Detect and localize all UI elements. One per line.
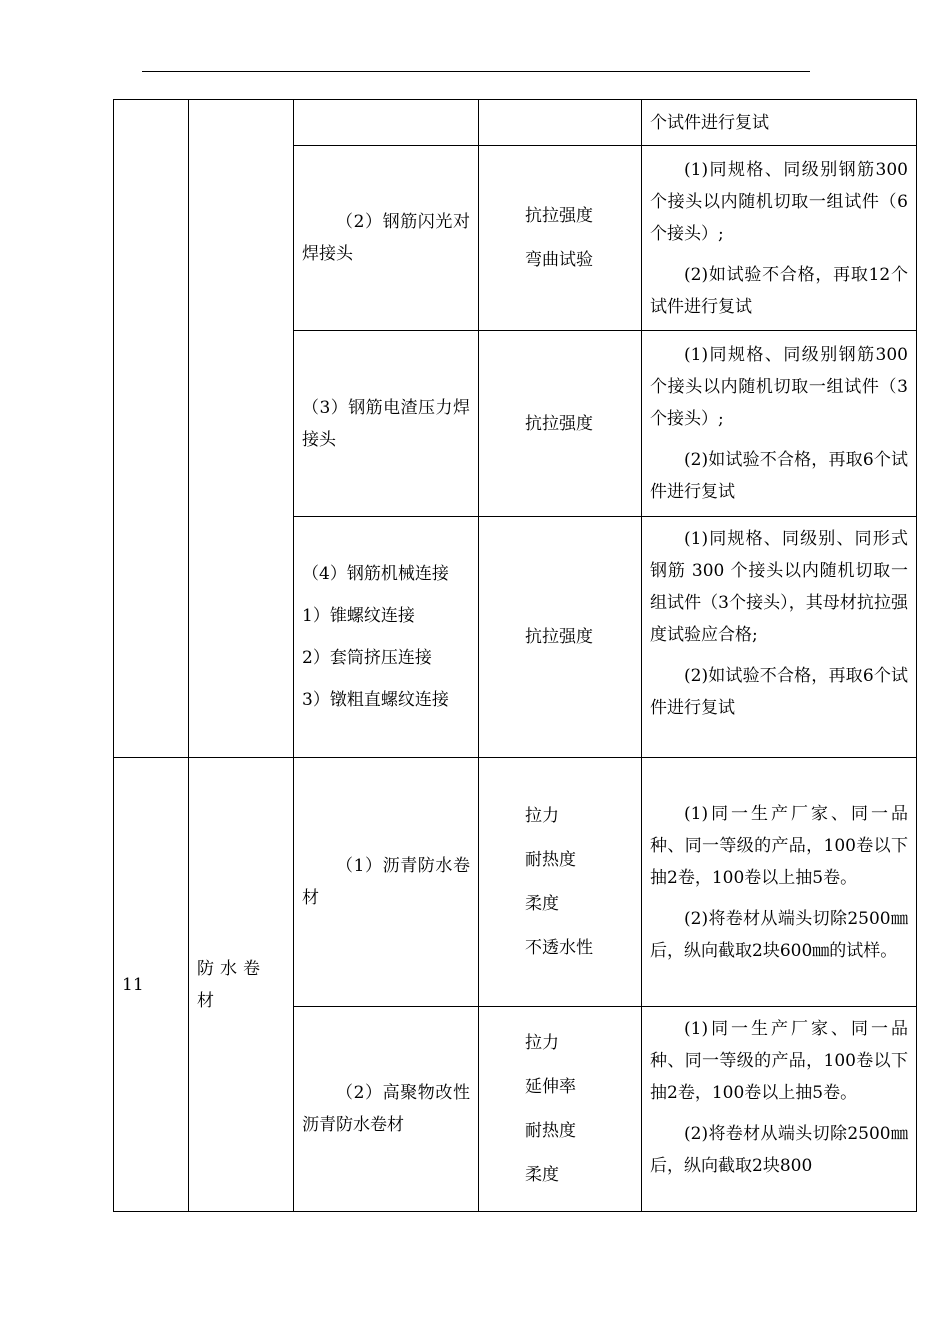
test-name: 弯曲试验 — [525, 250, 593, 270]
item-cell — [294, 331, 479, 517]
method-paragraph: (1)同规格、同级别钢筋300 个接头以内随机切取一组试件（6个接头）; — [650, 159, 908, 244]
test-name: 柔度 — [525, 1165, 559, 1185]
test-name: 延伸率 — [525, 1077, 576, 1097]
item-name: （4）钢筋机械连接 — [302, 564, 449, 584]
item-cell — [294, 146, 479, 331]
tests-cell — [479, 1007, 642, 1212]
method-paragraph: (2)如试验不合格，再取12个试件进行复试 — [650, 264, 908, 317]
table-row — [114, 758, 917, 1007]
item-number: 11 — [122, 974, 144, 995]
method-paragraph: (1)同一生产厂家、同一品种、同一等级的产品，100卷以下抽2卷，100卷以上抽5卷。 — [650, 1019, 908, 1103]
item-cell — [294, 517, 479, 758]
method-cell — [642, 517, 917, 758]
method-paragraph: (2)如试验不合格，再取6个试件进行复试 — [650, 666, 908, 718]
test-name: 耐热度 — [525, 850, 576, 870]
method-paragraph: (2)将卷材从端头切除2500㎜后，纵向截取2块600㎜的试样。 — [650, 908, 908, 961]
method-text: 个试件进行复试 — [650, 112, 769, 133]
item-cell — [294, 100, 479, 146]
category-name: 防水卷材 — [197, 958, 266, 1011]
tests-cell — [479, 517, 642, 758]
header-rule — [142, 71, 810, 72]
item-name: （2）高聚物改性沥青防水卷材 — [302, 1083, 470, 1135]
table-row — [114, 100, 917, 146]
method-cell — [642, 758, 917, 1007]
test-name: 抗拉强度 — [525, 206, 593, 226]
tests-cell — [479, 100, 642, 146]
tests-cell — [479, 331, 642, 517]
number-cell — [114, 758, 189, 1212]
item-cell — [294, 758, 479, 1007]
item-name: （2）钢筋闪光对焊接头 — [302, 212, 470, 264]
test-name: 耐热度 — [525, 1121, 576, 1141]
item-cell — [294, 1007, 479, 1212]
subitem: 1）锥螺纹连接 — [302, 606, 415, 626]
category-cell — [189, 100, 294, 758]
test-name: 柔度 — [525, 894, 559, 914]
test-name: 抗拉强度 — [525, 413, 593, 434]
tests-cell — [479, 146, 642, 331]
subitem: 3）镦粗直螺纹连接 — [302, 690, 449, 710]
tests-cell — [479, 758, 642, 1007]
item-name: （3）钢筋电渣压力焊接头 — [302, 397, 470, 450]
test-name: 拉力 — [525, 806, 559, 826]
subitem: 2）套筒挤压连接 — [302, 648, 432, 668]
method-paragraph: (2)将卷材从端头切除2500㎜后，纵向截取2块800 — [650, 1124, 908, 1176]
category-cell — [189, 758, 294, 1212]
method-paragraph: (1)同一生产厂家、同一品种、同一等级的产品，100卷以下抽2卷，100卷以上抽5卷。 — [650, 803, 908, 888]
method-paragraph: (2)如试验不合格，再取6个试件进行复试 — [650, 450, 908, 502]
method-cell — [642, 100, 917, 146]
method-cell — [642, 331, 917, 517]
test-name: 拉力 — [525, 1033, 559, 1053]
method-paragraph: (1)同规格、同级别、同形式钢筋 300 个接头以内随机切取一组试件（3个接头），其母材抗拉强度试验应合格; — [650, 529, 908, 645]
item-name: （1）沥青防水卷材 — [302, 856, 470, 908]
method-cell — [642, 1007, 917, 1212]
number-cell — [114, 100, 189, 758]
specification-table — [113, 99, 917, 1212]
test-name: 抗拉强度 — [525, 627, 593, 647]
method-paragraph: (1)同规格、同级别钢筋300 个接头以内随机切取一组试件（3个接头）; — [650, 345, 908, 429]
method-cell — [642, 146, 917, 331]
test-name: 不透水性 — [525, 938, 593, 958]
